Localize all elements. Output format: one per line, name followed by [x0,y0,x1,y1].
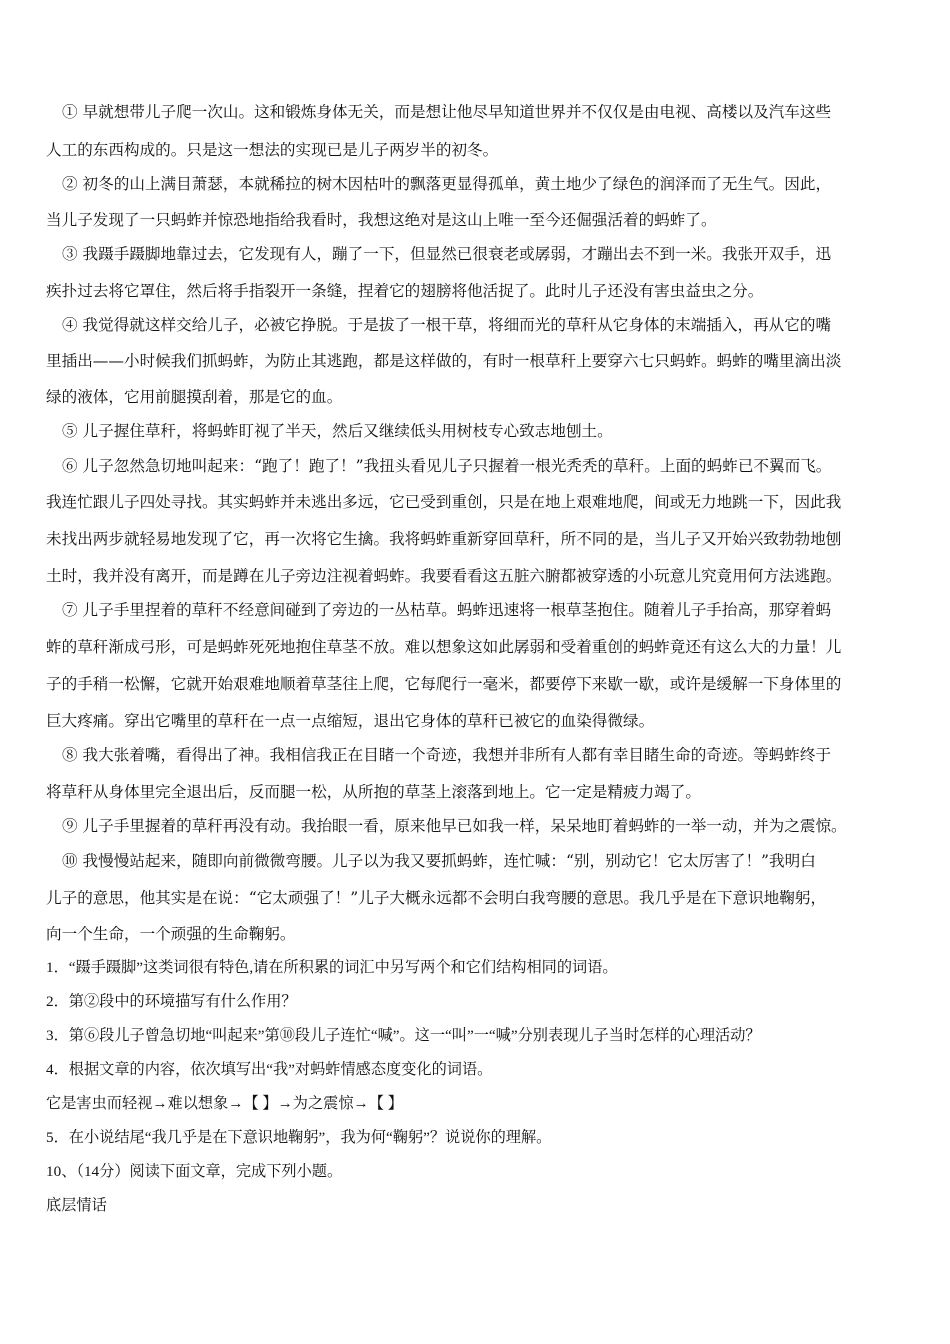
article-line: ④ 我觉得就这样交给儿子，必被它挣脱。于是拔了一根干草，将细而光的草秆从它身体的末端插入，再从它的嘴 [62,316,832,334]
article-line: 我连忙跟儿子四处寻找。其实蚂蚱并未逃出多远，它已受到重创，只是在地上艰难地爬，间或无力地跳一下，因此我 [46,493,842,511]
question-4: 4．根据文章的内容，依次填写出“我”对蚂蚱情感态度变化的词语。 [46,1061,493,1078]
question-4-answer-chain: 它是害虫而轻视→难以想象→【 】→为之震惊→【 】 [46,1095,403,1112]
article-line: ⑥ 儿子忽然急切地叫起来：“跑了！跑了！”我扭头看见儿子只握着一根光秃秃的草秆。上面的蚂蚱已不翼而飞。 [62,457,832,475]
article-line: ② 初冬的山上满目萧瑟，本就稀拉的树木因枯叶的飘落更显得孤单，黄土地少了绿色的润泽而了无生气。因此， [62,175,832,193]
article-line: 未找出两步就轻易地发现了它，再一次将它生擒。我将蚂蚱重新穿回草秆，所不同的是，当儿子又开始兴致勃勃地刨 [46,530,842,548]
article-line: 儿子的意思，他其实是在说：“它太顽强了！”儿子大概永远都不会明白我弯腰的意思。我几乎是在下意识地鞠躬， [46,889,827,907]
article-line: 向一个生命，一个顽强的生命鞠躬。 [46,925,296,943]
question-5: 5．在小说结尾“我几乎是在下意识地鞠躬”，我为何“鞠躬”？说说你的理解。 [46,1129,552,1146]
article-line: ① 早就想带儿子爬一次山。这和锻炼身体无关，而是想让他尽早知道世界并不仅仅是由电视、高楼以及汽车这些 [62,103,832,121]
article-line: 巨大疼痛。穿出它嘴里的草秆在一点一点缩短，退出它身体的草秆已被它的血染得微绿。 [46,712,655,730]
article-line: 疾扑过去将它罩住，然后将手指裂开一条缝，捏着它的翅膀将他活捉了。此时儿子还没有害虫益虫之分。 [46,282,764,300]
article-line: ⑦ 儿子手里捏着的草秆不经意间碰到了旁边的一丛枯草。蚂蚱迅速将一根草茎抱住。随着儿子手抬高，那穿着蚂 [62,601,832,619]
section-10-title: 底层情话 [46,1197,107,1214]
article-line: ⑩ 我慢慢站起来，随即向前微微弯腰。儿子以为我又要抓蚂蚱，连忙喊：“别，别动它！它太厉害了！”我明白 [62,852,816,870]
article-line: 将草秆从身体里完全退出后，反而腿一松，从所抱的草茎上滚落到地上。它一定是精疲力竭了。 [46,783,701,801]
question-1: 1．“蹑手蹑脚”这类词很有特色,请在所积累的词汇中另写两个和它们结构相同的词语。 [46,959,618,976]
section-10-heading: 10、（14分）阅读下面文章，完成下列小题。 [46,1163,343,1180]
article-line: 人工的东西构成的。只是这一想法的实现已是儿子两岁半的初冬。 [46,141,499,159]
article-line: 绿的液体，它用前腿摸刮着，那是它的血。 [46,388,343,406]
article-line: 土时，我并没有离开，而是蹲在儿子旁边注视着蚂蚱。我要看看这五脏六腑都被穿透的小玩意儿究竟用何方法逃跑。 [46,567,842,585]
question-2: 2．第②段中的环境描写有什么作用？ [46,993,297,1010]
article-line: 子的手稍一松懈，它就开始艰难地顺着草茎往上爬，它每爬行一毫米，都要停下来歇一歇，或许是缓解一下身体里的 [46,675,842,693]
article-line: 蚱的草秆渐成弓形，可是蚂蚱死死地抱住草茎不放。难以想象这如此孱弱和受着重创的蚂蚱竟还有这么大的力量！儿 [46,638,842,656]
article-line: ③ 我蹑手蹑脚地靠过去，它发现有人，蹦了一下，但显然已很衰老或孱弱，才蹦出去不到一米。我张开双手，迅 [62,245,832,263]
article-line: ⑤ 儿子握住草秆，将蚂蚱盯视了半天，然后又继续低头用树枝专心致志地刨土。 [62,422,613,440]
question-3: 3．第⑥段儿子曾急切地“叫起来”第⑩段儿子连忙“喊”。这一“叫”一“喊”分别表现儿子当时怎样的心理活动？ [46,1027,761,1044]
article-line: ⑧ 我大张着嘴，看得出了神。我相信我正在目睹一个奇迹，我想并非所有人都有幸目睹生命的奇迹。等蚂蚱终于 [62,746,832,764]
article-line: 当儿子发现了一只蚂蚱并惊恐地指给我看时，我想这绝对是这山上唯一至今还倔强活着的蚂蚱了。 [46,211,717,229]
article-line: ⑨ 儿子手里握着的草秆再没有动。我抬眼一看，原来他早已如我一样，呆呆地盯着蚂蚱的一举一动，并为之震惊。 [62,817,847,835]
article-line: 里插出——小时候我们抓蚂蚱，为防止其逃跑，都是这样做的，有时一根草秆上要穿六七只蚂蚱。蚂蚱的嘴里滴出淡 [46,352,842,370]
